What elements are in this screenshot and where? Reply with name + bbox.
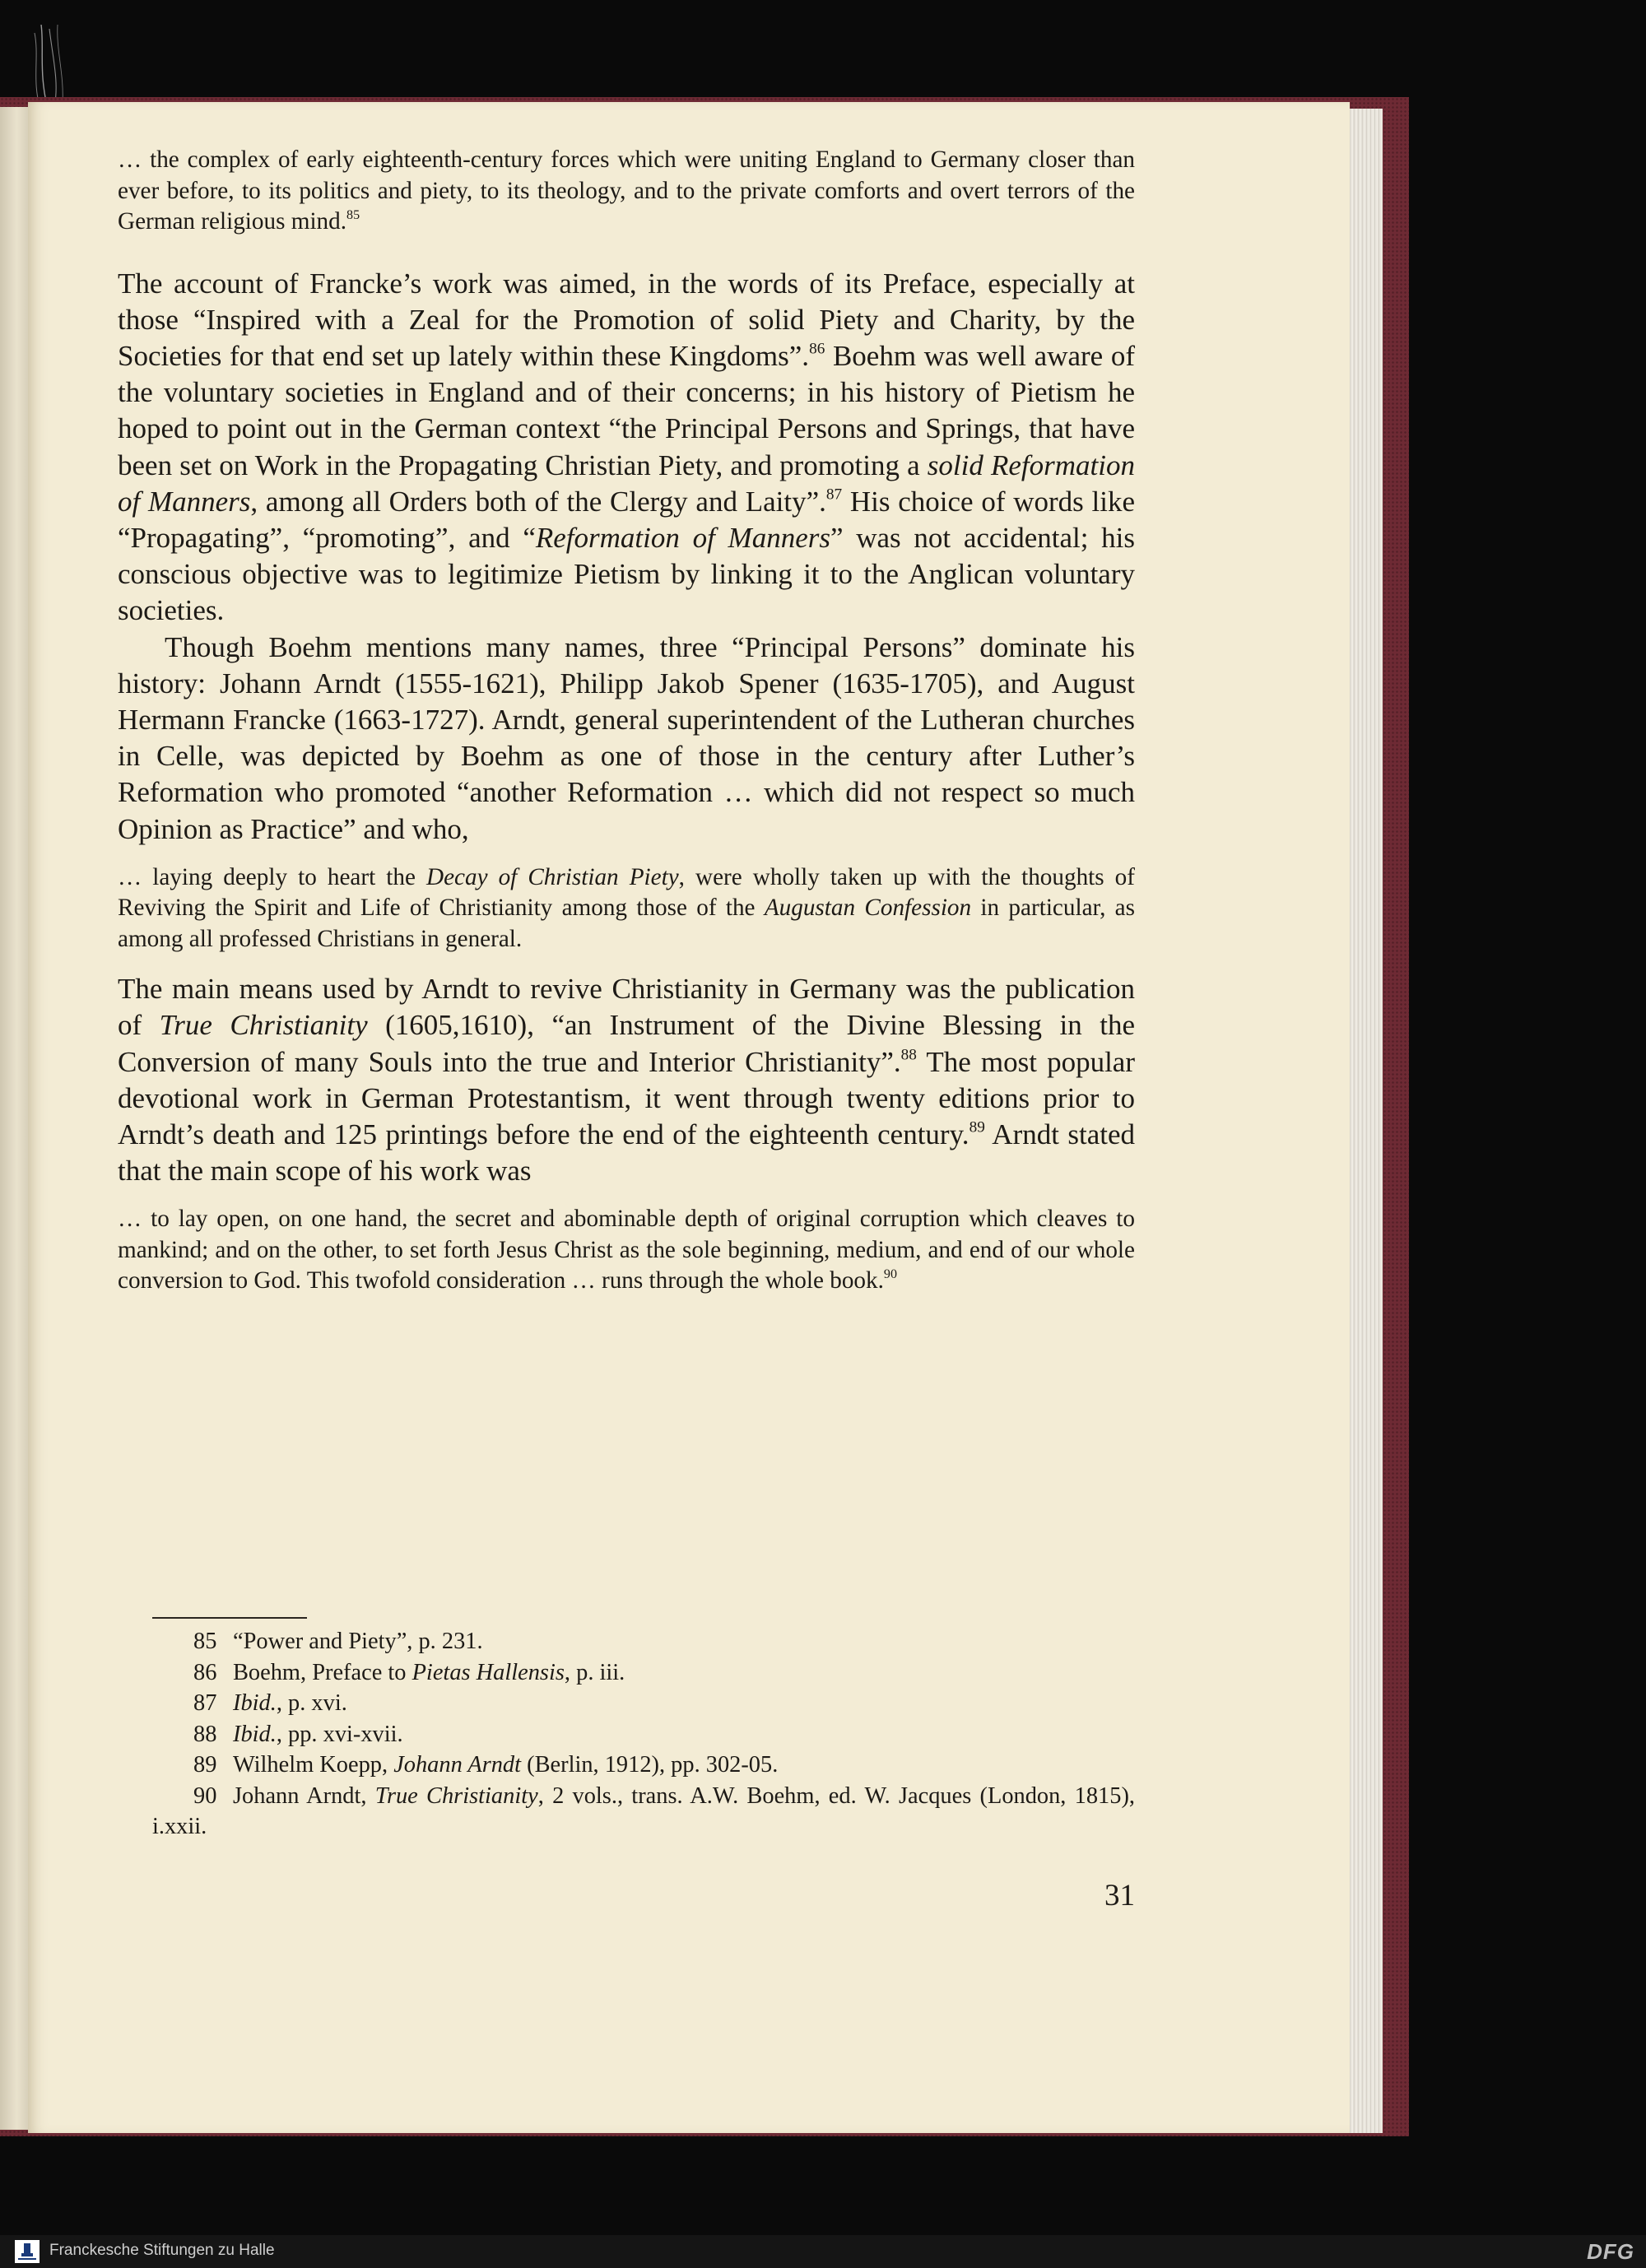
block-quote-1 [118, 145, 1135, 238]
footnote-italic: True Christianity [374, 1782, 538, 1809]
footnote-86 [152, 1657, 1135, 1689]
footnote-number: 88 [193, 1721, 217, 1747]
footnote-text: “Power and Piety”, p. 231. [233, 1629, 483, 1654]
paragraph-1-italic-b: Reformation of Manners [535, 521, 830, 554]
institution-logo-icon[interactable] [15, 2240, 40, 2263]
block-quote-3 [118, 1204, 1135, 1297]
footnote-text: Wilhelm Koepp, [233, 1752, 394, 1778]
footnote-87 [152, 1688, 1135, 1719]
paragraph-3-text-a: The main means used by Arndt to revive Christianity in Germany was the publication of [118, 973, 1135, 1042]
footnote-divider [152, 1617, 307, 1619]
footnote-ref-89: 89 [969, 1118, 985, 1136]
page-text [118, 145, 1135, 1297]
footnote-ref-86: 86 [809, 340, 825, 358]
footnote-italic: Ibid. [233, 1721, 277, 1747]
paragraph-3-text-c: The most popular devotional work in German Protestantism, it went through twenty editions prior to Arndt’s death and 125 printings before the end of the eighteenth century. [118, 1045, 1135, 1151]
block-quote-2-italic-a: Decay of Christian Piety [425, 863, 679, 890]
footnote-ref-85: 85 [346, 207, 360, 222]
paragraph-2: Though Boehm mentions many names, three “Principal Persons” dominate his history: Johann Arndt (1555-1621), Philipp Jakob Spener (1635-1705), and August Hermann Francke (1663-1727). Arndt, general superintendent of the Lutheran churches in Celle, was depicted by Boehm as one of those in the century after Luther’s Reformation who promoted “another Reformation … which did not respect so much Opinion as Practice” and who, [118, 630, 1135, 845]
footnote-number: 89 [193, 1752, 217, 1778]
footnote-ref-90: 90 [883, 1267, 897, 1282]
footnote-number: 85 [193, 1629, 217, 1654]
paragraph-1-text-d: His choice of words like “Propagating”, “promoting”, and “ [118, 485, 1136, 554]
footnote-text: (Berlin, 1912), pp. 302-05. [521, 1752, 779, 1778]
block-quote-2-italic-b: Augustan Confession [764, 895, 972, 922]
paragraph-1-text-a: The account of Francke’s work was aimed, in the words of its Preface, especially at those “Inspired with a Zeal for the Promotion of solid Piety and Charity, by the Societies for that end set up lately within these Kingdoms”. [118, 267, 1135, 372]
paragraph-3-text-b: (1605,1610), “an Instrument of the Divine Blessing in the Conversion of many Souls into the true and Interior Christianity”. [118, 1009, 1135, 1078]
footnote-italic: Ibid. [233, 1690, 277, 1716]
dfg-logo: DFG [1587, 2239, 1634, 2264]
block-quote-2-text-a: … laying deeply to heart the [118, 863, 426, 890]
footnote-text: , p. iii. [564, 1659, 625, 1685]
paragraph-1-italic-a: solid Reformation of Manners [118, 448, 1135, 518]
footnote-text: , 2 vols., trans. A.W. Boehm, ed. W. Jacques (London, 1815), i.xxii. [152, 1782, 1135, 1839]
footnote-number: 87 [193, 1690, 217, 1716]
block-quote-1-text: … the complex of early eighteenth-century forces which were uniting England to Germany closer than ever before, to its politics and piety, to its theology, and to the private comforts and overt terrors of the German religious mind. [118, 146, 1135, 235]
block-quote-2-text-b: , were wholly taken up with the thoughts of Reviving the Spirit and Life of Christianity among those of the [118, 863, 1135, 922]
footnote-number: 90 [193, 1782, 217, 1809]
footnote-italic: Pietas Hallensis [412, 1659, 565, 1685]
paragraph-3-text-d: Arndt stated that the main scope of his work was [118, 1118, 1135, 1187]
footnote-text: Johann Arndt, [233, 1782, 375, 1809]
footnote-88 [152, 1719, 1135, 1750]
footnote-90 [152, 1781, 1135, 1843]
footnote-89 [152, 1750, 1135, 1781]
footnote-text: , pp. xvi-xvii. [276, 1721, 403, 1747]
facing-page-edge [0, 107, 28, 2130]
footnotes [152, 1626, 1135, 1843]
viewer-footer [0, 2235, 1646, 2268]
footnote-ref-88: 88 [900, 1046, 917, 1064]
paragraph-1 [118, 266, 1135, 630]
footnote-text: Boehm, Preface to [233, 1659, 412, 1685]
footnote-ref-87: 87 [825, 486, 843, 504]
paragraph-1-text-e: ” was not accidental; his conscious objective was to legitimize Pietism by linking it to the Anglican voluntary societies. [118, 521, 1136, 627]
footnote-text: , p. xvi. [276, 1690, 347, 1716]
institution-name: Franckesche Stiftungen zu Halle [49, 2242, 275, 2259]
page-number: 31 [1104, 1879, 1135, 1912]
block-quote-2-text-c: in particular, as among all professed Christians in general. [118, 895, 1136, 952]
paragraph-3-italic-a: True Christianity [159, 1009, 368, 1042]
paragraph-1-text-c: , among all Orders both of the Clergy and Laity”. [250, 485, 826, 518]
paragraph-1-text-b: Boehm was well aware of the voluntary societies in England and of their concerns; in his history of Pietism he hoped to point out in the German context “the Principal Persons and Springs, that have been set on Work in the Propagating Christian Piety, and promoting a [118, 339, 1135, 481]
paragraph-3 [118, 971, 1135, 1189]
footnote-italic: Johann Arndt [393, 1752, 522, 1778]
footnote-85 [152, 1626, 1135, 1657]
block-quote-3-text: … to lay open, on one hand, the secret and abominable depth of original corruption which cleaves to mankind; and on the other, to set forth Jesus Christ as the sole beginning, medium, and end of our whole conversion to God. This twofold consideration … runs through the whole book. [118, 1206, 1135, 1294]
footnote-number: 86 [193, 1659, 217, 1685]
block-quote-2 [118, 862, 1135, 955]
